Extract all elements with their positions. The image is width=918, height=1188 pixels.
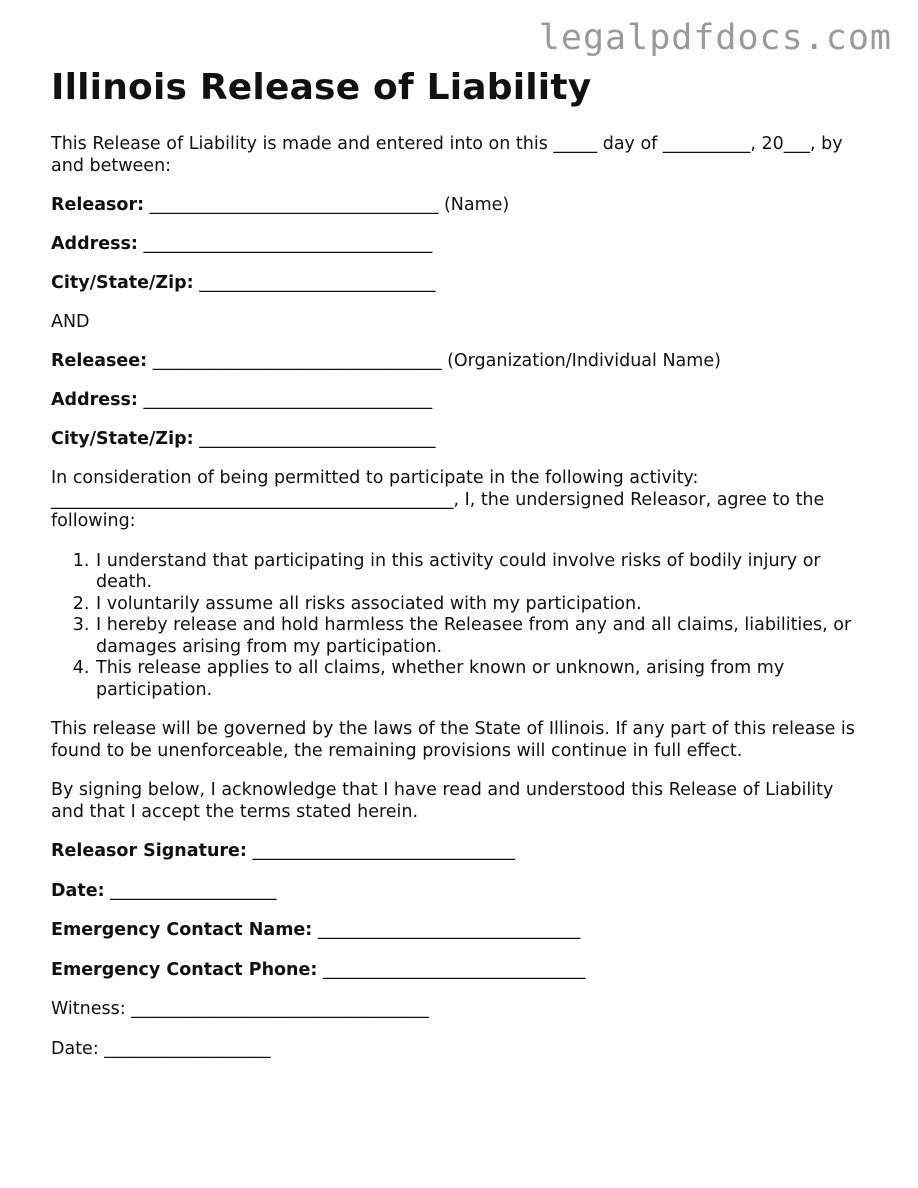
releasee-city-label: City/State/Zip:: [51, 429, 194, 449]
governing-law-paragraph: This release will be governed by the laws of the State of Illinois. If any part of this release is found to be unenforceable, the remaining provisions will continue in full effect.: [51, 719, 855, 761]
releasor-signature-field: [51, 841, 871, 863]
emergency-contact-phone-field: [51, 960, 871, 982]
releasor-address-label: Address:: [51, 234, 138, 254]
witness-field: Witness: __________________________________: [51, 999, 429, 1019]
releasor-date-field: [51, 881, 871, 903]
releasor-name-field: [51, 195, 871, 217]
emergency-contact-name-field: [51, 920, 871, 942]
list-item: 4. This release applies to all claims, whether known or unknown, arising from my participation.: [95, 658, 871, 701]
releasee-name-line: _________________________________ (Organization/Individual Name): [147, 351, 721, 371]
releasor-address-line: _________________________________: [137, 234, 433, 254]
releasor-signature-label: Releasor Signature:: [51, 841, 247, 861]
releasee-address-label: Address:: [51, 390, 138, 410]
list-item: 3. I hereby release and hold harmless the Releasee from any and all claims, liabilities, or damages arising from my participation.: [95, 615, 871, 658]
emergency-contact-phone-line: ______________________________: [317, 959, 586, 980]
watermark: legalpdfdocs.com: [538, 18, 892, 58]
releasor-signature-line: ______________________________: [246, 841, 515, 861]
list-item: 1. I understand that participating in this activity could involve risks of bodily injury or death.: [95, 551, 871, 594]
acknowledgment-paragraph: By signing below, I acknowledge that I have read and understood this Release of Liability and that I accept the terms stated herein.: [51, 780, 834, 822]
terms-list: [51, 551, 871, 702]
releasee-city-field: [51, 429, 871, 451]
and-separator: AND: [51, 312, 90, 332]
releasee-address-line: _________________________________: [137, 390, 433, 410]
emergency-contact-phone-label: Emergency Contact Phone:: [51, 959, 318, 980]
releasee-name-label: Releasee:: [51, 351, 148, 371]
intro-paragraph: This Release of Liability is made and entered into on this _____ day of __________, 20___, by and between:: [51, 134, 843, 176]
releasor-city-line: ___________________________: [193, 273, 436, 293]
releasor-date-line: ___________________: [104, 880, 277, 901]
releasor-name-line: _________________________________ (Name): [144, 195, 510, 215]
document-page: [51, 66, 871, 1078]
releasee-city-line: ___________________________: [193, 429, 436, 449]
releasor-address-field: [51, 234, 871, 256]
document-title: Illinois Release of Liability: [51, 67, 592, 108]
emergency-contact-name-line: ______________________________: [312, 920, 581, 940]
list-item: 2. I voluntarily assume all risks associated with my participation.: [95, 594, 871, 616]
witness-date-field: Date: ___________________: [51, 1038, 271, 1059]
releasee-address-field: [51, 390, 871, 412]
emergency-contact-name-label: Emergency Contact Name:: [51, 920, 313, 940]
releasor-name-label: Releasor:: [51, 195, 145, 215]
releasor-city-field: [51, 273, 871, 295]
releasee-name-field: [51, 351, 871, 373]
releasor-date-label: Date:: [51, 880, 105, 901]
consideration-paragraph: In consideration of being permitted to participate in the following activity: ______________________________________________, I, the undersigned Releasor, agree to the following:: [51, 468, 825, 531]
releasor-city-label: City/State/Zip:: [51, 273, 194, 293]
